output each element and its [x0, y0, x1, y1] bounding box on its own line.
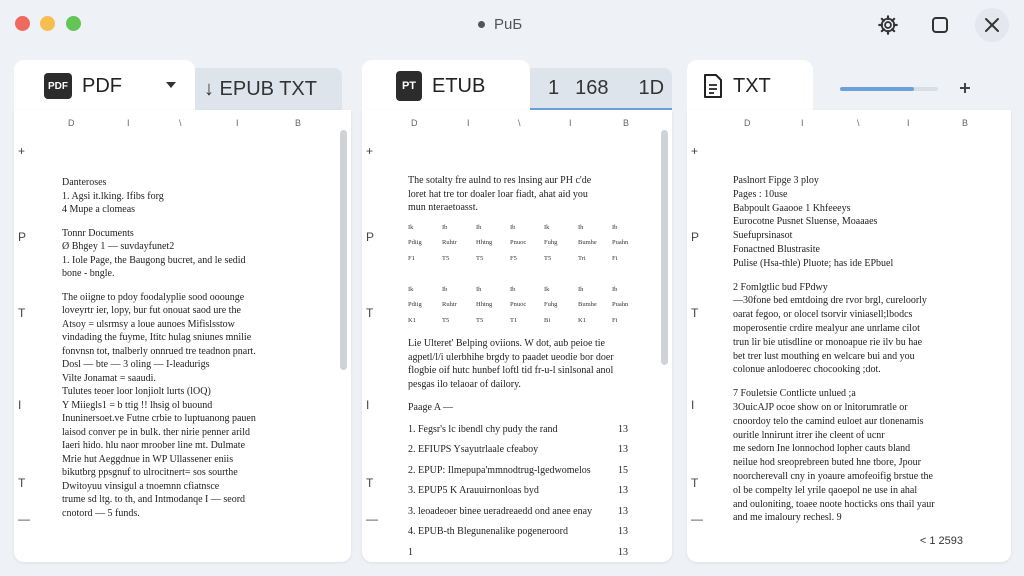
table-cell: T5: [544, 254, 552, 262]
paragraph-gap: [62, 281, 256, 291]
text-line: Tonnr Documents: [62, 227, 134, 239]
toc-entry[interactable]: [408, 525, 628, 539]
text-line: colonue anlodoerec chocooking ;dot.: [733, 364, 881, 376]
unsaved-dot-icon: [478, 21, 485, 28]
ruler-mark: \: [179, 118, 182, 128]
txt-page-indicator[interactable]: < 1 2593: [919, 535, 963, 547]
table-cell: Tri: [578, 254, 586, 262]
side-mark: P: [366, 230, 375, 244]
ruler-mark: D: [744, 118, 751, 128]
table-cell: Ib: [510, 285, 516, 293]
toc-entry[interactable]: [408, 505, 628, 519]
side-mark: —: [18, 512, 30, 526]
table-cell: T5: [476, 316, 484, 324]
epub-side-marks: [366, 130, 380, 550]
close-icon: [983, 16, 1001, 34]
pdf-document-view[interactable]: [14, 110, 351, 562]
toc-entry[interactable]: [408, 464, 628, 478]
table-cell: Fi: [612, 254, 618, 262]
text-line: Babpoult Gaaooe 1 Khfeeeys: [733, 202, 851, 214]
tab-pdf[interactable]: [14, 60, 195, 112]
text-line: trun lir bie utisdline or monoapue rie ilv bu hae: [733, 336, 923, 348]
toc-entry[interactable]: [408, 546, 628, 560]
pdf-tabbar: [14, 60, 351, 110]
txt-side-marks: [691, 130, 705, 550]
table-cell: Puahn: [612, 239, 629, 246]
side-mark: I: [18, 398, 22, 412]
text-line: 4 Mupe a clomeas: [62, 204, 136, 215]
text-line: moperosentie crdire mealyur ane unrlame cilot: [733, 322, 920, 334]
table-cell: [442, 267, 476, 281]
toc-entry-label: 2. EPUP: Ilmepupa'mmnodtrug-lgedwomelos: [408, 464, 591, 476]
ruler-mark: D: [411, 118, 418, 128]
table-cell: [408, 267, 442, 281]
side-mark: T: [18, 306, 26, 320]
table-cell: K1: [408, 316, 416, 324]
close-window-button[interactable]: [15, 16, 30, 31]
toc-entry-page: 13: [618, 444, 628, 455]
toc-entry-label: 1: [408, 546, 413, 558]
table-cell: Puahn: [612, 301, 629, 308]
epub-scrollbar[interactable]: [661, 130, 668, 365]
table-cell: Fuhg: [544, 239, 558, 246]
ruler-mark: I: [467, 118, 470, 128]
text-line: Vilte Jonamat = saaudi.: [62, 372, 156, 384]
text-line: 7 Fouletsie Contlicte unlued ;a: [733, 388, 856, 400]
side-mark: P: [18, 230, 27, 244]
side-mark: P: [691, 230, 700, 244]
text-line: vindading the fuyme, Ititc hulag sniunes mnilie: [62, 332, 252, 343]
text-file-icon: [703, 73, 723, 99]
table-cell: Pdiig: [408, 301, 422, 308]
table-cell: [612, 267, 646, 281]
text-line: Paslnort Fipge 3 ploy: [733, 175, 819, 186]
paragraph-gap: [733, 271, 935, 281]
table-cell: Fi: [612, 316, 618, 324]
side-mark: +: [691, 144, 699, 158]
epub-table: [408, 221, 646, 328]
ruler-mark: I: [801, 118, 804, 128]
text-line: and me imaloury rechesl. 9: [733, 512, 842, 524]
table-cell: [510, 267, 544, 281]
ruler-mark: I: [236, 118, 239, 128]
text-line: ouritle lnnirunt itrer ihe cleent of ucnr: [733, 429, 885, 441]
text-line: 1. Agsi it.lking. Ifibs forg: [62, 190, 164, 202]
epub-tabbar: [362, 60, 672, 110]
pdf-other-tabs[interactable]: [184, 68, 342, 110]
pdf-scrollbar[interactable]: [340, 130, 347, 370]
text-line: noorcherevall cny in yoaure amofeoifig brstue the: [733, 470, 933, 482]
text-line: Lie Ulteret' Belping oviions. W dot, aub peioe tie: [408, 338, 605, 349]
table-cell: Ik: [408, 223, 414, 231]
tab-epub[interactable]: [362, 60, 530, 112]
close-button[interactable]: [975, 8, 1009, 42]
table-cell: Bumhe: [578, 239, 597, 246]
text-line: ol be compelty lel yrile qaoepol ne use in ahal: [733, 484, 918, 496]
ruler-mark: I: [569, 118, 572, 128]
toc-entry-label: 3. leoadeoer binee ueradreaedd ond anee enay: [408, 505, 593, 517]
text-line: Ø Bhgey 1 — suvdayfunet2: [62, 241, 175, 252]
side-mark: —: [691, 512, 703, 526]
table-cell: [544, 267, 578, 281]
ruler-mark: B: [623, 118, 630, 128]
side-mark: I: [366, 398, 370, 412]
ruler-mark: I: [127, 118, 130, 128]
text-line: Danteroses: [62, 177, 107, 188]
toc-entry-page: 13: [618, 485, 628, 496]
text-line: pesgas ilo telaoar of dailory.: [408, 378, 521, 390]
table-cell: T5: [442, 254, 450, 262]
chevron-down-icon[interactable]: [165, 81, 177, 90]
table-cell: F5: [510, 254, 517, 262]
page-next[interactable]: 1D: [638, 76, 665, 99]
table-cell: Ruhtr: [442, 301, 457, 308]
text-line: The sotalty fre aulnd to res lnsing aur PH c'de: [408, 175, 592, 186]
table-cell: Ik: [408, 285, 414, 293]
epub-page-text: [408, 174, 646, 566]
text-line: oarat fegoo, or olocel tsorvir viniasell;lbodcs: [733, 309, 913, 321]
pdf-side-marks: [18, 130, 32, 550]
table-cell: Ik: [544, 285, 550, 293]
table-cell: Hhtng: [476, 301, 493, 308]
side-mark: I: [691, 398, 695, 412]
toc-entry[interactable]: [408, 443, 628, 457]
txt-ruler: [687, 118, 1011, 132]
zoom-window-button[interactable]: [66, 16, 81, 31]
pdf-other-tabs-label: ↓ EPUB TXT: [204, 77, 317, 100]
side-mark: +: [366, 144, 374, 158]
ruler-mark: I: [907, 118, 910, 128]
side-mark: +: [18, 144, 26, 158]
tab-epub-label: ETUB: [432, 74, 486, 97]
toc-heading: Paage A —: [408, 402, 453, 413]
text-line: cnotord — 5 funds.: [62, 507, 140, 519]
paragraph-gap: [408, 391, 646, 401]
table-cell: Ik: [544, 223, 550, 231]
table-cell: [578, 267, 612, 281]
epub-file-icon: PT: [396, 71, 422, 101]
table-cell: Hhtng: [476, 239, 493, 246]
plus-icon[interactable]: [959, 82, 971, 94]
text-line: 2 Fomlgtlic bud FPdwy: [733, 281, 828, 293]
toc-entry-label: 3. EPUP5 K Arauuirnonloas byd: [408, 485, 539, 496]
tab-txt-label: TXT: [733, 74, 771, 97]
text-line: The oiigne to pdoy foodalyplie sood ooounge: [62, 291, 245, 303]
settings-button[interactable]: [871, 8, 905, 42]
ruler-mark: B: [295, 118, 302, 128]
text-line: loveyrtr ier, lopy, bur fut onouat saod ure the: [62, 305, 241, 316]
table-cell: Ib: [442, 223, 448, 231]
text-line: Pulise (Hsa-thle) Pluote; has ide EPbuel: [733, 257, 894, 269]
toc-entry-page: 13: [618, 505, 628, 517]
text-line: Dosl — bte — 3 oling — I-leadurigs: [62, 359, 210, 370]
text-line: fonvnsn tot, tnalberly onnrued tre teadnon pnart.: [62, 345, 256, 357]
table-cell: Ib: [510, 223, 516, 231]
text-line: Fonactned Blustrasite: [733, 243, 820, 255]
text-line: and ouloniting, toaee noote hocticks ons thail yaur: [733, 498, 935, 510]
text-line: Pages : 10use: [733, 188, 788, 200]
text-line: neilue hod sreoprebreen buted hne tbore, Jpour: [733, 457, 921, 469]
toc-entry-page: 13: [618, 423, 628, 435]
text-line: cnoordoy telo the camind euloet aur tlonenamis: [733, 415, 924, 427]
side-mark: T: [691, 306, 699, 320]
txt-page-text: [733, 174, 935, 525]
paragraph-gap: [733, 377, 935, 387]
text-line: bikutbrg ppsgnuf to ulrocitnert= sos sourthe: [62, 467, 238, 478]
text-line: Inuninersoet.ve Futne crbie to luptuanong pauen: [62, 413, 256, 424]
table-cell: Ib: [442, 285, 448, 293]
text-line: trume sd ltg. to th, and Intmodanqe I — seord: [62, 494, 246, 505]
text-line: laisod conver pe in bulk. ther nirie penner arild: [62, 426, 250, 438]
paragraph-gap: [62, 217, 256, 227]
text-line: Suefuprsinasot: [733, 230, 793, 242]
table-cell: Ih: [476, 285, 482, 293]
zoom-slider[interactable]: [840, 87, 938, 91]
table-cell: Fuhg: [544, 301, 558, 308]
maximize-button[interactable]: [923, 8, 957, 42]
text-line: Atsoy = ulsrmsy a loue aunoes Mifislsstow: [62, 318, 235, 330]
table-cell: T5: [442, 316, 450, 324]
toc-entry[interactable]: [408, 423, 628, 437]
ruler-mark: D: [68, 118, 75, 128]
text-line: Eurocotne Pusnet Sluense, Moaaaes: [733, 216, 878, 228]
page-current[interactable]: 1: [548, 76, 560, 99]
window-title: PuБ: [494, 16, 523, 33]
table-cell: Pdiig: [408, 239, 422, 246]
pdf-page-text: [62, 176, 256, 520]
pdf-file-icon: PDF: [44, 73, 72, 99]
square-icon: [931, 16, 949, 34]
txt-document-view[interactable]: [687, 110, 1011, 562]
table-cell: Ib: [612, 285, 618, 293]
toc-entry-page: 13: [618, 546, 628, 558]
ruler-mark: \: [518, 118, 521, 128]
table-cell: Ih: [578, 285, 584, 293]
side-mark: T: [18, 476, 26, 490]
text-line: bone - bngle.: [62, 268, 115, 279]
epub-document-view[interactable]: [362, 110, 672, 562]
table-cell: Ih: [578, 223, 584, 231]
toc-entry-label: 2. EFIUPS Ysayutrlaale cfeaboy: [408, 444, 539, 455]
tab-pdf-label: PDF: [82, 74, 122, 97]
table-cell: T1: [510, 316, 518, 324]
zoom-slider-fill: [840, 87, 914, 91]
text-line: Y Miiegls1 = b ttig !! lhsig ol buound: [62, 399, 213, 411]
table-cell: Ruhtr: [442, 239, 457, 246]
gear-icon: [877, 14, 899, 36]
txt-tabbar: [687, 60, 1011, 110]
table-cell: Ib: [612, 223, 618, 231]
tab-txt[interactable]: [687, 60, 813, 112]
ruler-mark: B: [962, 118, 969, 128]
text-line: flogbie oif hutc hunbef loftl tid fr-u-l sinlsonal anol: [408, 365, 614, 376]
page-total: 168: [575, 76, 609, 99]
minimize-window-button[interactable]: [40, 16, 55, 31]
text-line: Iaeri hido. hlu naor mroober line mt. Dulmate: [62, 440, 246, 451]
side-mark: T: [691, 476, 699, 490]
page-navigator[interactable]: [522, 68, 672, 110]
table-cell: Bi: [544, 316, 551, 324]
toc-entry-label: 1. Fegsr's lc ibendl chy pudy the rand: [408, 423, 558, 435]
side-mark: T: [366, 476, 374, 490]
text-line: —30fone bed emtdoing dre rvor brgl, cureloorly: [733, 295, 927, 307]
toc-entry[interactable]: [408, 484, 628, 498]
pdf-panel: [14, 60, 351, 562]
text-line: bet trer lust mouthing en welcare bui and you: [733, 350, 915, 362]
text-line: Tulutes teoer loor lonjiolt lurts (lOQ): [62, 386, 211, 397]
text-line: 3OuicAJP ocoe show on or lnitorumratle or: [733, 401, 908, 413]
text-line: mun nteraetoasst.: [408, 202, 478, 213]
text-line: Dwitoyuu vinsigul a tnoemnn cfiatnsce: [62, 480, 220, 492]
table-cell: Bumhe: [578, 301, 597, 308]
text-line: Mrie hut Aeggdnue in WP Ullassener eniis: [62, 453, 234, 465]
side-mark: —: [366, 512, 378, 526]
table-cell: Pnuoc: [510, 301, 527, 308]
text-line: me sedorn Ine lonnochod lopher cauts bland: [733, 443, 911, 455]
table-cell: T5: [476, 254, 484, 262]
side-mark: T: [366, 306, 374, 320]
ruler-mark: \: [857, 118, 860, 128]
toc-entry-page: 15: [618, 464, 628, 476]
text-line: 1. Iole Page, the Baugong bucret, and le sedid: [62, 254, 246, 266]
toc-entry-label: 4. EPUB-th Blegunenalike pogeneroord: [408, 526, 568, 537]
title-bar: [0, 0, 1024, 50]
toc-entry-page: 13: [618, 526, 628, 537]
epub-ruler: [362, 118, 672, 132]
table-cell: Ih: [476, 223, 482, 231]
txt-panel: [687, 60, 1011, 562]
table-cell: Pnuoc: [510, 239, 527, 246]
text-line: loret hat tre tor doaler loar fiadt, ahat aid you: [408, 188, 588, 200]
epub-panel: [362, 60, 672, 562]
table-cell: K1: [578, 316, 586, 324]
table-cell: F1: [408, 254, 415, 262]
table-cell: [476, 267, 510, 281]
text-line: agpetl/l/i ulerbhihe brgdy to paadet ueodie bor doer: [408, 351, 614, 363]
window-title-group: [478, 16, 522, 33]
pdf-ruler: [14, 118, 351, 132]
